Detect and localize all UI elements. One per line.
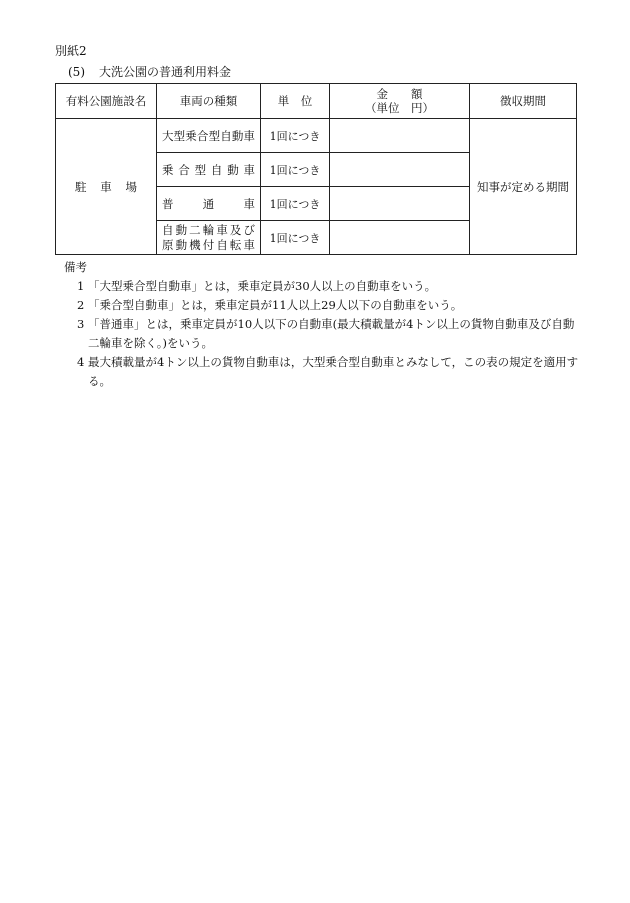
notes-heading: 備考	[64, 260, 87, 274]
facility-name-cell: 駐車場	[56, 119, 157, 255]
vehicle-type-cell: 乗合型自動車	[157, 153, 261, 187]
amount-cell	[330, 221, 470, 255]
note-item	[55, 315, 580, 353]
note-text: 「乗合型自動車」とは，乗車定員が11人以上29人以下の自動車をいう。	[88, 298, 463, 312]
note-item	[55, 353, 580, 391]
header-period: 徴収期間	[470, 84, 577, 119]
vehicle-type-cell	[157, 221, 261, 255]
note-text: 最大積載量が4トン以上の貨物自動車は，大型乗合型自動車とみなして，この表の規定を適用する。	[88, 355, 579, 388]
attachment-label: 別紙2	[55, 44, 87, 58]
note-text: 「普通車」とは，乗車定員が10人以下の自動車(最大積載量が4トン以上の貨物自動車及び自動二輪車を除く。)をいう。	[88, 317, 575, 350]
note-number: 4	[77, 355, 85, 369]
note-item	[55, 277, 580, 296]
header-amount	[330, 84, 470, 119]
section-title	[68, 63, 231, 80]
note-text: 「大型乗合型自動車」とは，乗車定員が30人以上の自動車をいう。	[88, 279, 437, 293]
vehicle-type-line2: 原動機付自転車	[162, 237, 255, 252]
amount-cell	[330, 153, 470, 187]
table-row	[56, 119, 577, 153]
amount-cell	[330, 187, 470, 221]
header-amount-label: 金額	[376, 87, 446, 101]
vehicle-type-cell: 普通車	[157, 187, 261, 221]
header-unit: 単 位	[261, 84, 330, 119]
notes-section	[55, 258, 580, 391]
fee-table	[55, 83, 577, 255]
note-item	[55, 296, 580, 315]
note-number: 2	[77, 298, 85, 312]
header-amount-unit: （単位 円）	[365, 101, 434, 115]
unit-cell: 1回につき	[261, 221, 330, 255]
unit-cell: 1回につき	[261, 119, 330, 153]
amount-cell	[330, 119, 470, 153]
unit-cell: 1回につき	[261, 153, 330, 187]
header-vehicle-type: 車両の種類	[157, 84, 261, 119]
vehicle-type-cell: 大型乗合型自動車	[157, 119, 261, 153]
table-header-row	[56, 84, 577, 119]
period-cell: 知事が定める期間	[470, 119, 577, 255]
header-facility: 有料公園施設名	[56, 84, 157, 119]
unit-cell: 1回につき	[261, 187, 330, 221]
section-number: (5)	[68, 65, 85, 79]
vehicle-type-line1: 自動二輪車及び	[162, 222, 255, 237]
note-number: 3	[77, 317, 85, 331]
note-number: 1	[77, 279, 85, 293]
section-title-text: 大洗公園の普通利用料金	[99, 65, 232, 79]
